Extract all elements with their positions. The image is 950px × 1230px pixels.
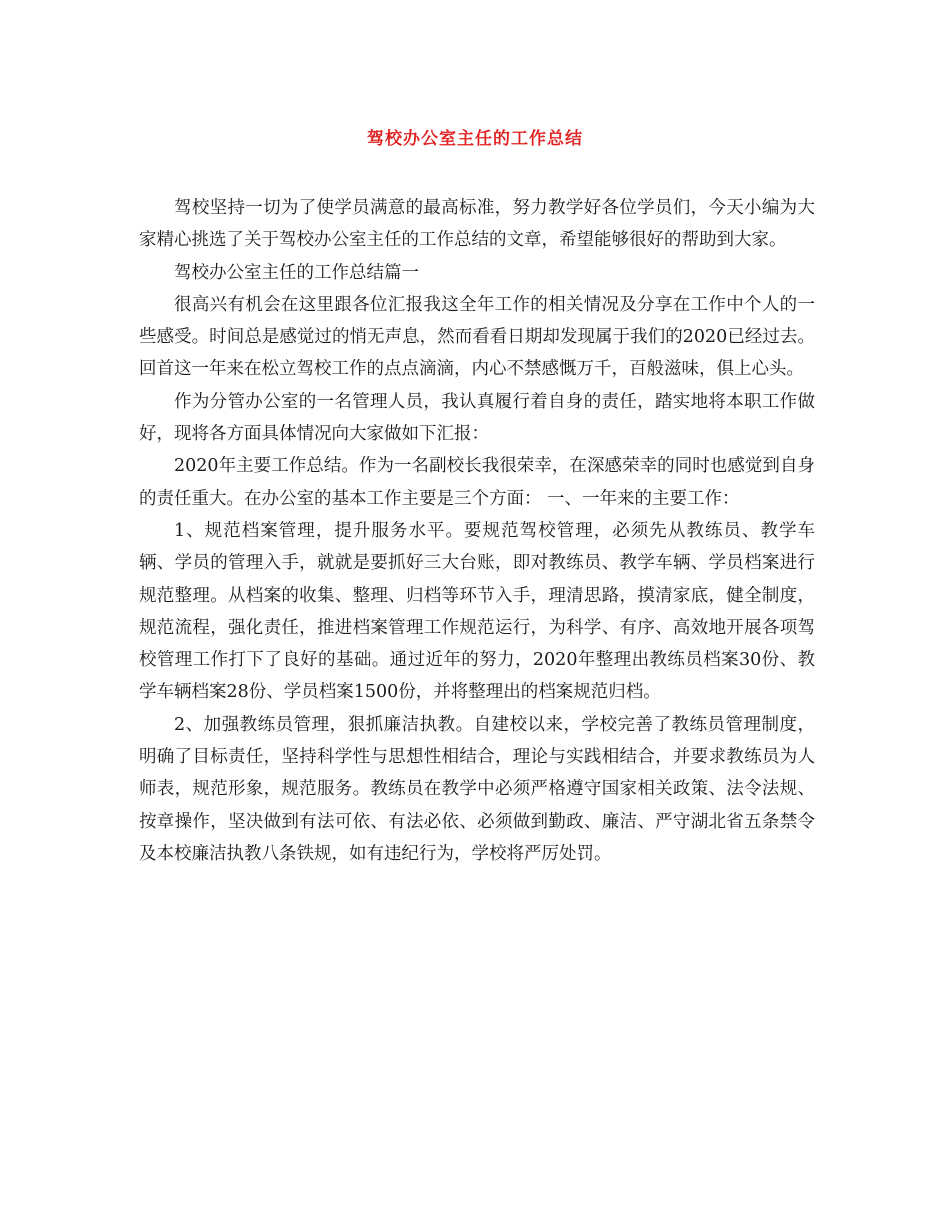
paragraph-archive-management: 1、规范档案管理，提升服务水平。要规范驾校管理，必须先从教练员、教学车辆、学员的管理入手，就就是要抓好三大台账，即对教练员、教学车辆、学员档案进行规范整理。从档案的收集、整理、归档等环节入手，理清思路，摸清家底，健全制度，规范流程，强化责任，推进档案管理工作规范运行，为科学、有序、高效地开展各项驾校管理工作打下了良好的基础。通过近年的努力，2020年整理出教练员档案30份、教学车辆档案28份、学员档案1500份，并将整理出的档案规范归档。 [139, 520, 815, 703]
document-body [139, 192, 815, 870]
document-title: 驾校办公室主任的工作总结 [367, 129, 583, 149]
paragraph-role: 作为分管办公室的一名管理人员，我认真履行着自身的责任，踏实地将本职工作做好，现将各方面具体情况向大家做如下汇报： [139, 391, 815, 445]
paragraph-summary: 2020年主要工作总结。作为一名副校长我很荣幸，在深感荣幸的同时也感觉到自身的责任重大。在办公室的基本工作主要是三个方面： 一、一年来的主要工作： [139, 456, 815, 509]
paragraph-instructor-management: 2、加强教练员管理，狠抓廉洁执教。自建校以来，学校完善了教练员管理制度，明确了目标责任，坚持科学性与思想性相结合，理论与实践相结合，并要求教练员为人师表，规范形象，规范服务。教练员在教学中必须严格遵守国家相关政策、法令法规、按章操作，坚决做到有法可依、有法必依、必须做到勤政、廉洁、严守湖北省五条禁令及本校廉洁执教八条铁规，如有违纪行为，学校将严厉处罚。 [139, 714, 815, 864]
section-heading: 驾校办公室主任的工作总结篇一 [174, 262, 419, 283]
paragraph-greeting: 很高兴有机会在这里跟各位汇报我这全年工作的相关情况及分享在工作中个人的一些感受。时间总是感觉过的悄无声息，然而看看日期却发现属于我们的2020已经过去。回首这一年来在松立驾校工作的点点滴滴，内心不禁感慨万千，百般滋味，俱上心头。 [139, 294, 815, 380]
paragraph-intro: 驾校坚持一切为了使学员满意的最高标准，努力教学好各位学员们，今天小编为大家精心挑选了关于驾校办公室主任的工作总结的文章，希望能够很好的帮助到大家。 [139, 198, 815, 251]
